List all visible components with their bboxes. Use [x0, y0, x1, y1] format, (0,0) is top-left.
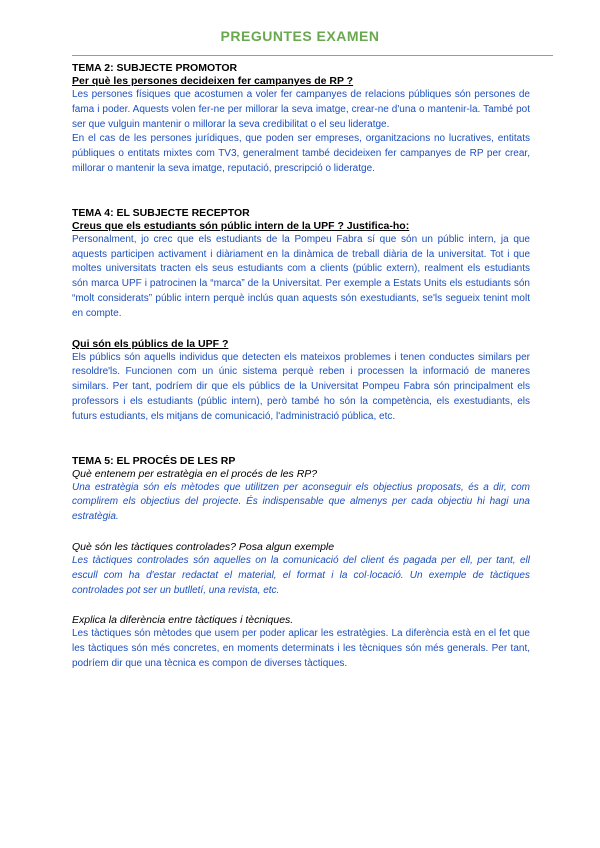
answer-paragraph: Una estratègia són els mètodes que utilitzen per aconseguir els objectius proposats, és a dir, com complirem els objectius del projecte. És indispensable que almenys per cada objectiu hi hagi una estratègia.: [72, 481, 530, 523]
question: Explica la diferència entre tàctiques i tècniques.: [72, 614, 294, 627]
section-tema-2: [72, 62, 530, 177]
question: Creus que els estudiants són públic intern de la UPF ? Justifica-ho:: [72, 219, 410, 232]
section-tema-4: [72, 207, 530, 425]
section-heading: TEMA 5: EL PROCÉS DE LES RP: [72, 454, 236, 467]
answer-paragraph: Les tàctiques controlades són aquelles on la comunicació del client és pagada per ell, per tant, ell escull com ha d'estar redactat el material, el format i la col·locació. Un exemple de tàctiques controlades pot ser un butlletí, una revista, etc.: [72, 554, 530, 596]
question: Per què les persones decideixen fer campanyes de RP ?: [72, 75, 354, 87]
question: Què són les tàctiques controlades? Posa algun exemple: [72, 540, 335, 553]
answer-paragraph: Les tàctiques són mètodes que usem per poder aplicar les estratègies. La diferència està en el fet que les tàctiques són més concretes, en moments determinats i les tècniques són més generals. Per tant, podríem dir que una tècnica es compon de diverses tàctiques.: [72, 628, 530, 669]
answer-paragraph: Les persones físiques que acostumen a voler fer campanyes de relacions públiques són persones de fama i poder. Aquests volen fer-ne per millorar la seva imatge, crear-ne d'una o mantenir-la. També pot ser que vulguin mantenir o millorar la seva credibilitat o el seu lideratge.: [72, 89, 530, 130]
question: Qui són els públics de la UPF ?: [72, 337, 229, 350]
section-heading: TEMA 2: SUBJECTE PROMOTOR: [72, 62, 238, 74]
section-tema-5: [72, 455, 530, 672]
answer-paragraph: Els públics són aquells individus que detecten els mateixos problemes i tenen conductes similars per resoldre'ls. Funcionen com un únic sistema perquè reben i processen la informació de maneres similars. Per tant, podríem dir que els públics de la Universitat Pompeu Fabra són principalment els professors i els estudiants (públic intern), però també ho són la competència, els exestudiants, els futurs estudiants, els mitjans de comunicació, l'administració pública, etc.: [72, 351, 530, 422]
answer-paragraph: Personalment, jo crec que els estudiants de la Pompeu Fabra sí que són un públic intern, ja que aquests participen activament i diàriament en la dinàmica de treball diària de la universitat. Tot i que moltes universitats tracten els seus estudiants com a clients (públic extern), realment els estudiants són marca UPF i patrocinen la “marca” de la Universitat. Per exemple a Estats Units els estudiants són “molt considerats” públic intern perquè inclús quan aquests són exestudiants, se'ls segueix tenint molt en compte.: [72, 233, 530, 319]
page-title: PREGUNTES EXAMEN: [220, 28, 380, 44]
answer-paragraph: En el cas de les persones jurídiques, que poden ser empreses, organitzacions no lucratives, entitats públiques o entitats mixtes com TV3, generalment també decideixen fer campanyes de RP per crear, millorar o mantenir la seva imatge, reputació, prescripció o lideratge.: [72, 133, 530, 174]
title-divider: [72, 55, 553, 56]
question: Què entenem per estratègia en el procés de les RP?: [72, 467, 318, 480]
document-body: [72, 62, 530, 672]
section-heading: TEMA 4: EL SUBJECTE RECEPTOR: [72, 206, 250, 219]
